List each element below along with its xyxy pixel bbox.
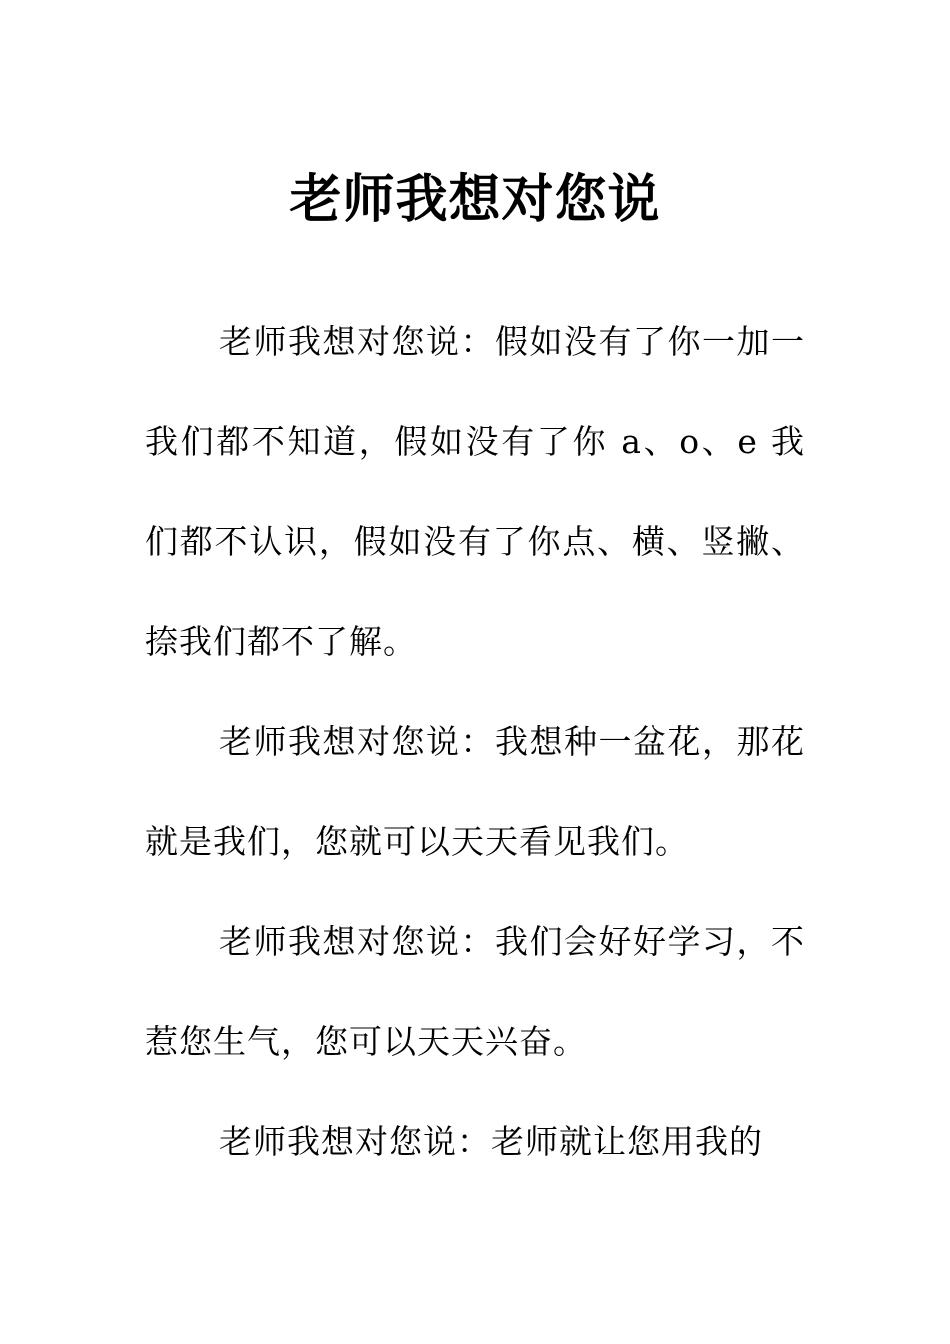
paragraph-1: 老师我想对您说：假如没有了你一加一我们都不知道，假如没有了你 a、o、e 我们都不认识，假如没有了你点、横、竖撇、捺我们都不了解。 <box>145 322 805 661</box>
document-body <box>145 292 805 1192</box>
paragraph-4: 老师我想对您说：老师就让您用我的 <box>219 1122 763 1161</box>
document-title: 老师我想对您说 <box>289 169 661 230</box>
paragraph-3: 老师我想对您说：我们会好好学习，不惹您生气，您可以天天兴奋。 <box>145 922 805 1061</box>
paragraph-2: 老师我想对您说：我想种一盆花，那花就是我们，您就可以天天看见我们。 <box>145 722 805 861</box>
